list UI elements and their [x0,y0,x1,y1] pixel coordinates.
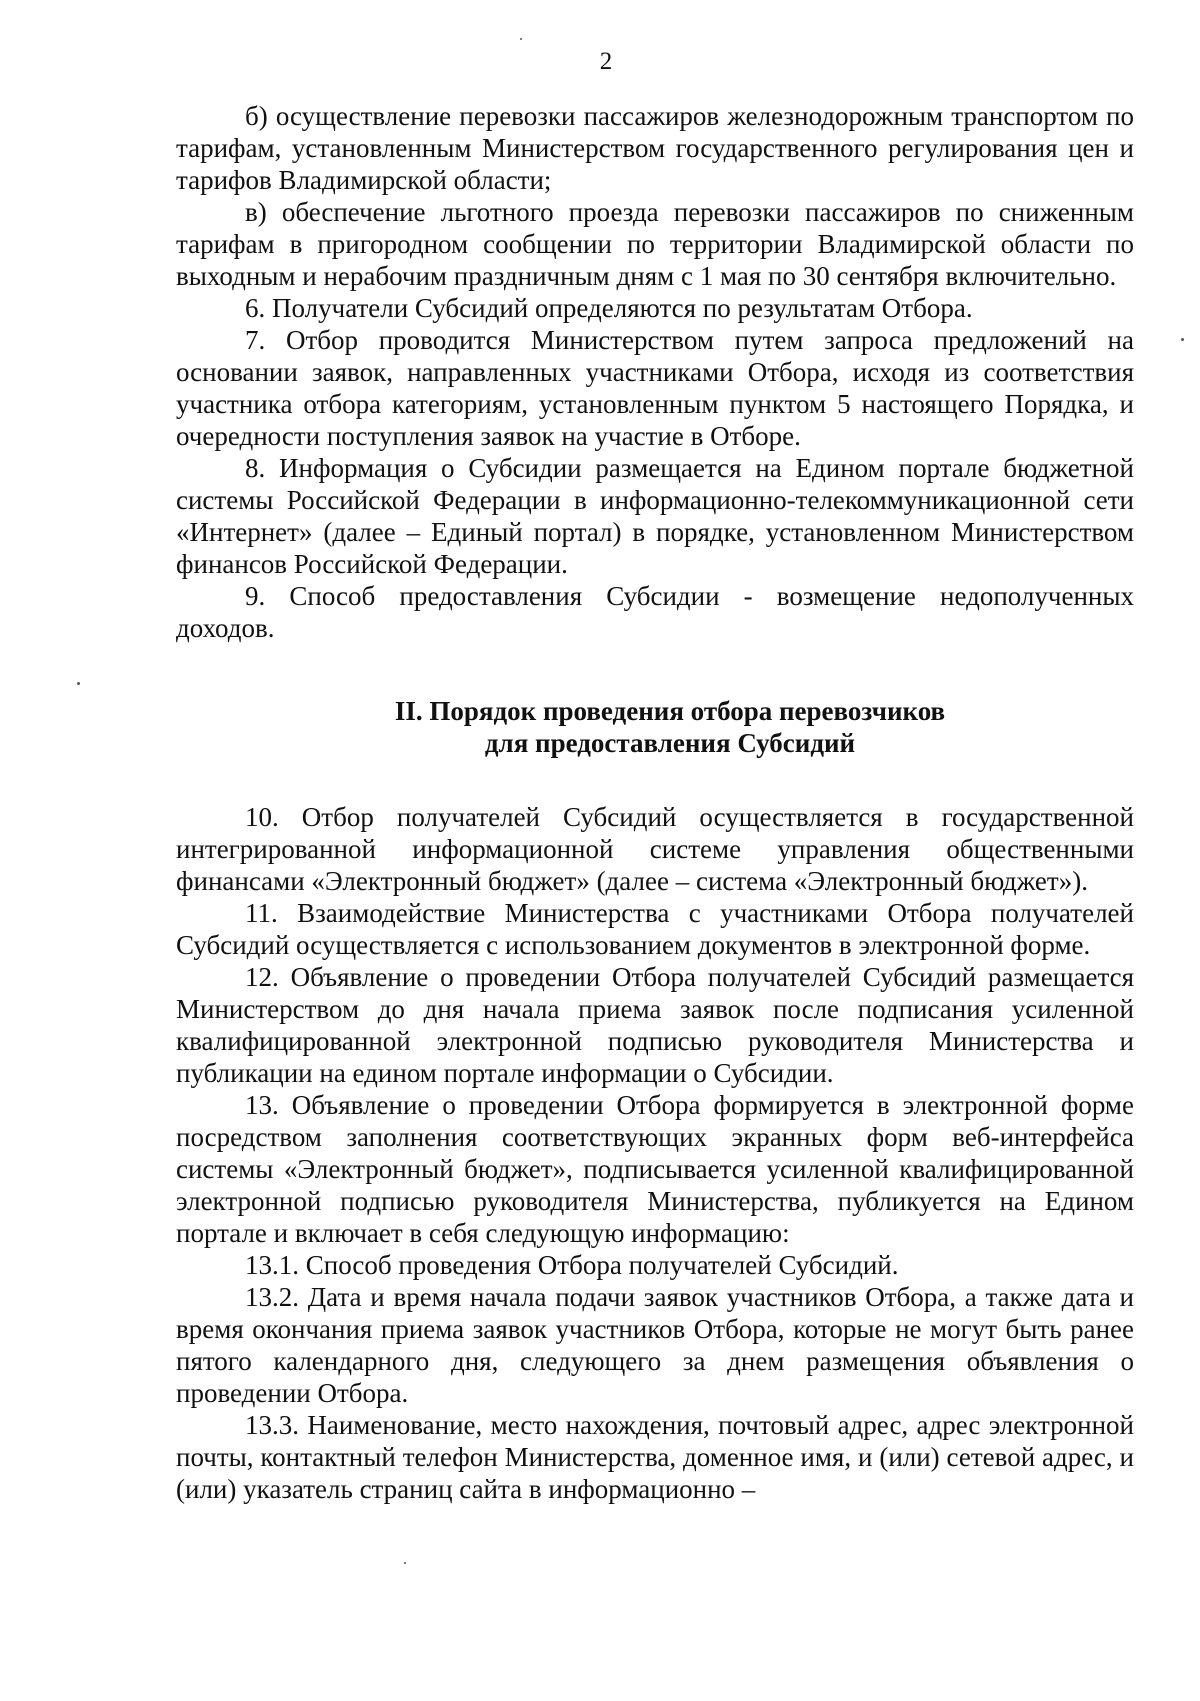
paragraph-13-1: 13.1. Способ проведения Отбора получателей Субсидий. [245,1250,899,1280]
scan-speck [77,682,80,685]
paragraph-11: 11. Взаимодействие Министерства с участниками Отбора получателей Субсидий осуществляется с использованием документов в электронной форме. [176,898,1134,960]
paragraph-13: 13. Объявление о проведении Отбора формируется в электронной форме посредством заполнения соответствующих экранных форм веб-интерфейса системы «Электронный бюджет», подписывается усиленной квалифицированной электронной подписью руководителя Министерства, публикуется на Едином портале и включает в себя следующую информацию: [176,1090,1134,1248]
paragraph-8: 8. Информация о Субсидии размещается на Едином портале бюджетной системы Российской Федерации в информационно-телекоммуникационной сети «Интернет» (далее – Единый портал) в порядке, установленном Министерством финансов Российской Федерации. [176,453,1134,579]
paragraph-12: 12. Объявление о проведении Отбора получателей Субсидий размещается Министерством до дня начала приема заявок после подписания усиленной квалифицированной электронной подписью руководителя Министерства и публикации на едином портале информации о Субсидии. [176,962,1134,1088]
paragraph-13-2: 13.2. Дата и время начала подачи заявок участников Отбора, а также дата и время окончания приема заявок участников Отбора, которые не могут быть ранее пятого календарного дня, следующего за днем размещения объявления о проведении Отбора. [176,1282,1134,1408]
section-heading [176,695,1134,759]
section-heading-line-2: для предоставления Субсидий [484,728,856,758]
paragraph-6: 6. Получатели Субсидий определяются по результатам Отбора. [245,293,973,323]
paragraph-9: 9. Способ предоставления Субсидии - возмещение недополученных доходов. [176,581,1134,643]
page-number: 2 [599,48,613,75]
paragraph-7: 7. Отбор проводится Министерством путем запроса предложений на основании заявок, направленных участниками Отбора, исходя из соответствия участника отбора категориям, установленным пунктом 5 настоящего Порядка, и очередности поступления заявок на участие в Отборе. [176,325,1134,451]
paragraph-subitem-b: б) осуществление перевозки пассажиров железнодорожным транспортом по тарифам, установленным Министерством государственного регулирования цен и тарифов Владимирской области; [176,101,1134,195]
scan-speck [520,38,522,40]
scan-speck [1181,338,1184,341]
paragraph-10: 10. Отбор получателей Субсидий осуществляется в государственной интегрированной информационной системе управления общественными финансами «Электронный бюджет» (далее – система «Электронный бюджет»). [176,802,1134,896]
section-heading-line-1: II. Порядок проведения отбора перевозчиков [394,696,946,726]
document-body [176,100,1134,1505]
paragraph-subitem-v: в) обеспечение льготного проезда перевозки пассажиров по сниженным тарифам в пригородном сообщении по территории Владимирской области по выходным и нерабочим праздничным дням с 1 мая по 30 сентября включительно. [176,197,1134,291]
scan-speck [404,1562,406,1564]
paragraph-13-3: 13.3. Наименование, место нахождения, почтовый адрес, адрес электронной почты, контактный телефон Министерства, доменное имя, и (или) сетевой адрес, и (или) указатель страниц сайта в информационно – [176,1410,1134,1504]
